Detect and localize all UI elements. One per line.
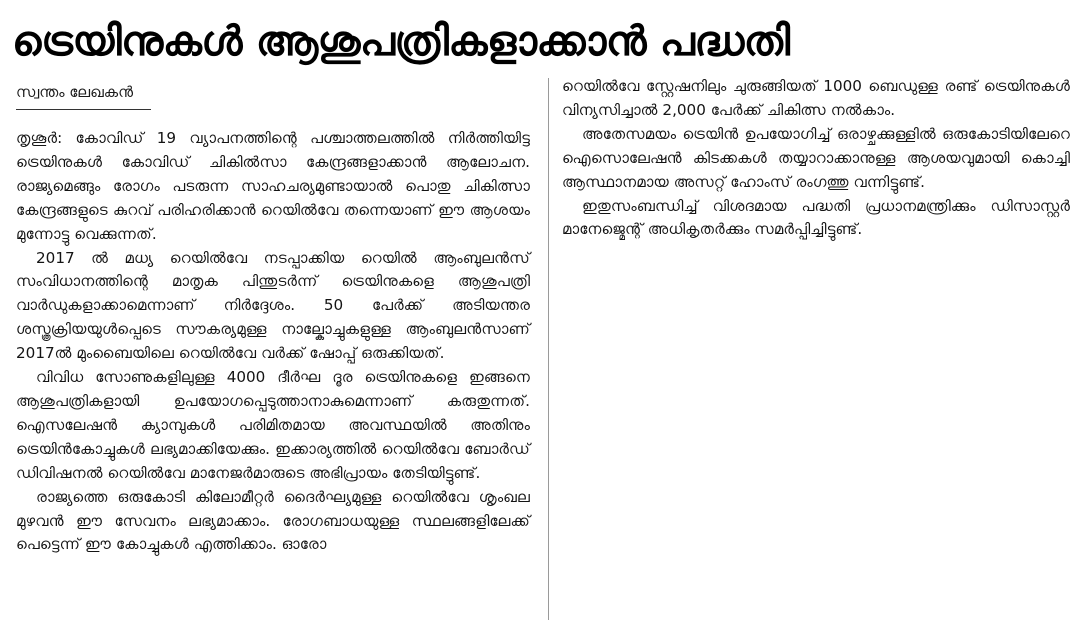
article-column-right bbox=[562, 75, 1070, 242]
byline: സ്വന്തം ലേഖകൻ bbox=[16, 80, 151, 110]
article-column-left bbox=[16, 127, 530, 557]
column-divider bbox=[548, 78, 549, 620]
paragraph-6: അതേസമയം ട്രെയിൻ ഉപയോഗിച്ച് ഒരാഴ്ചക്കുള്ളിൽ ഒരുകോടിയിലേറെ ഐസൊലേഷൻ കിടക്കകൾ തയ്യാറാക്കാനുള്ള ആശയവുമായി കൊച്ചി ആസ്ഥാനമായ അസറ്റ് ഹോംസ് രംഗത്തു വന്നിട്ടുണ്ട്. bbox=[562, 124, 1070, 191]
headline: ട്രെയിനുകൾ ആശുപത്രികളാക്കാൻ പദ്ധതി bbox=[12, 17, 790, 65]
paragraph-3: വിവിധ സോണുകളിലുള്ള 4000 ദീർഘ ദൂര ട്രെയിനുകളെ ഇങ്ങനെ ആശുപത്രികളായി ഉപയോഗപ്പെടുത്താനാകുമെന്നാണ് കരുതുന്നത്. ഐസലേഷൻ ക്യാമ്പുകൾ പരിമിതമായ അവസ്ഥയിൽ അതിനും ട്രെയിൻകോച്ചുകൾ ലഭ്യമാക്കിയേക്കും. ഇക്കാര്യത്തിൽ റെയിൽവേ ബോർഡ് ഡിവിഷനൽ റെയിൽവേ മാനേജർമാരുടെ അഭിപ്രായം തേടിയിട്ടുണ്ട്. bbox=[16, 368, 530, 482]
paragraph-5: റെയിൽവേ സ്റ്റേഷനിലും ചുരുങ്ങിയത് 1000 ബെഡുള്ള രണ്ട് ട്രെയിനുകൾ വിന്യസിച്ചാൽ 2,000 പേർക്ക് ചികിത്സ നൽകാം. bbox=[562, 77, 1070, 119]
paragraph-2: 2017 ൽ മധ്യ റെയിൽവേ നടപ്പാക്കിയ റെയിൽ ആംബുലൻസ് സംവിധാനത്തിന്റെ മാതൃക പിന്തുടർന്ന് ട്രെയിനുകളെ ആശുപത്രി വാർഡുകളാക്കാമെന്നാണ് നിർദ്ദേശം. 50 പേർക്ക് അടിയന്തര ശസ്ത്രക്രിയയുൾപ്പെടെ സൗകര്യമുള്ള നാല്കോച്ചുകളുള്ള ആംബുലൻസാണ് 2017ൽ മുംബൈയിലെ റെയിൽവേ വർക്ക് ഷോപ്പ് ഒരുക്കിയത്. bbox=[16, 248, 530, 363]
paragraph-7: ഇതുസംബന്ധിച്ച് വിശദമായ പദ്ധതി പ്രധാനമന്ത്രിക്കും ഡിസാസ്റ്റർ മാനേജ്മെന്റ് അധികൃതർക്കും സമർപ്പിച്ചിട്ടുണ്ട്. bbox=[562, 196, 1070, 239]
paragraph-1: തൃശൂർ: കോവിഡ് 19 വ്യാപനത്തിന്റെ പശ്ചാത്തലത്തിൽ നിർത്തിയിട്ട ട്രെയിനുകൾ കോവിഡ് ചികിൽസാ കേന്ദ്രങ്ങളാക്കാൻ ആലോചന. രാജ്യമെങ്ങും രോഗം പടരുന്ന സാഹചര്യമുണ്ടായാൽ പൊതു ചികിത്സാ കേന്ദ്രങ്ങളുടെ കുറവ് പരിഹരിക്കാൻ റെയിൽവേ തന്നെയാണ് ഈ ആശയം മുന്നോട്ടു വെക്കുന്നത്. bbox=[16, 129, 530, 243]
paragraph-4: രാജ്യത്തെ ഒരുകോടി കിലോമീറ്റർ ദൈർഘ്യമുള്ള റെയിൽവേ ശൃംഖല മുഴവൻ ഈ സേവനം ലഭ്യമാക്കാം. രോഗബാധയുള്ള സ്ഥലങ്ങളിലേക്ക് പെട്ടെന്ന് ഈ കോച്ചുകൾ എത്തിക്കാം. ഓരോ bbox=[16, 487, 530, 554]
